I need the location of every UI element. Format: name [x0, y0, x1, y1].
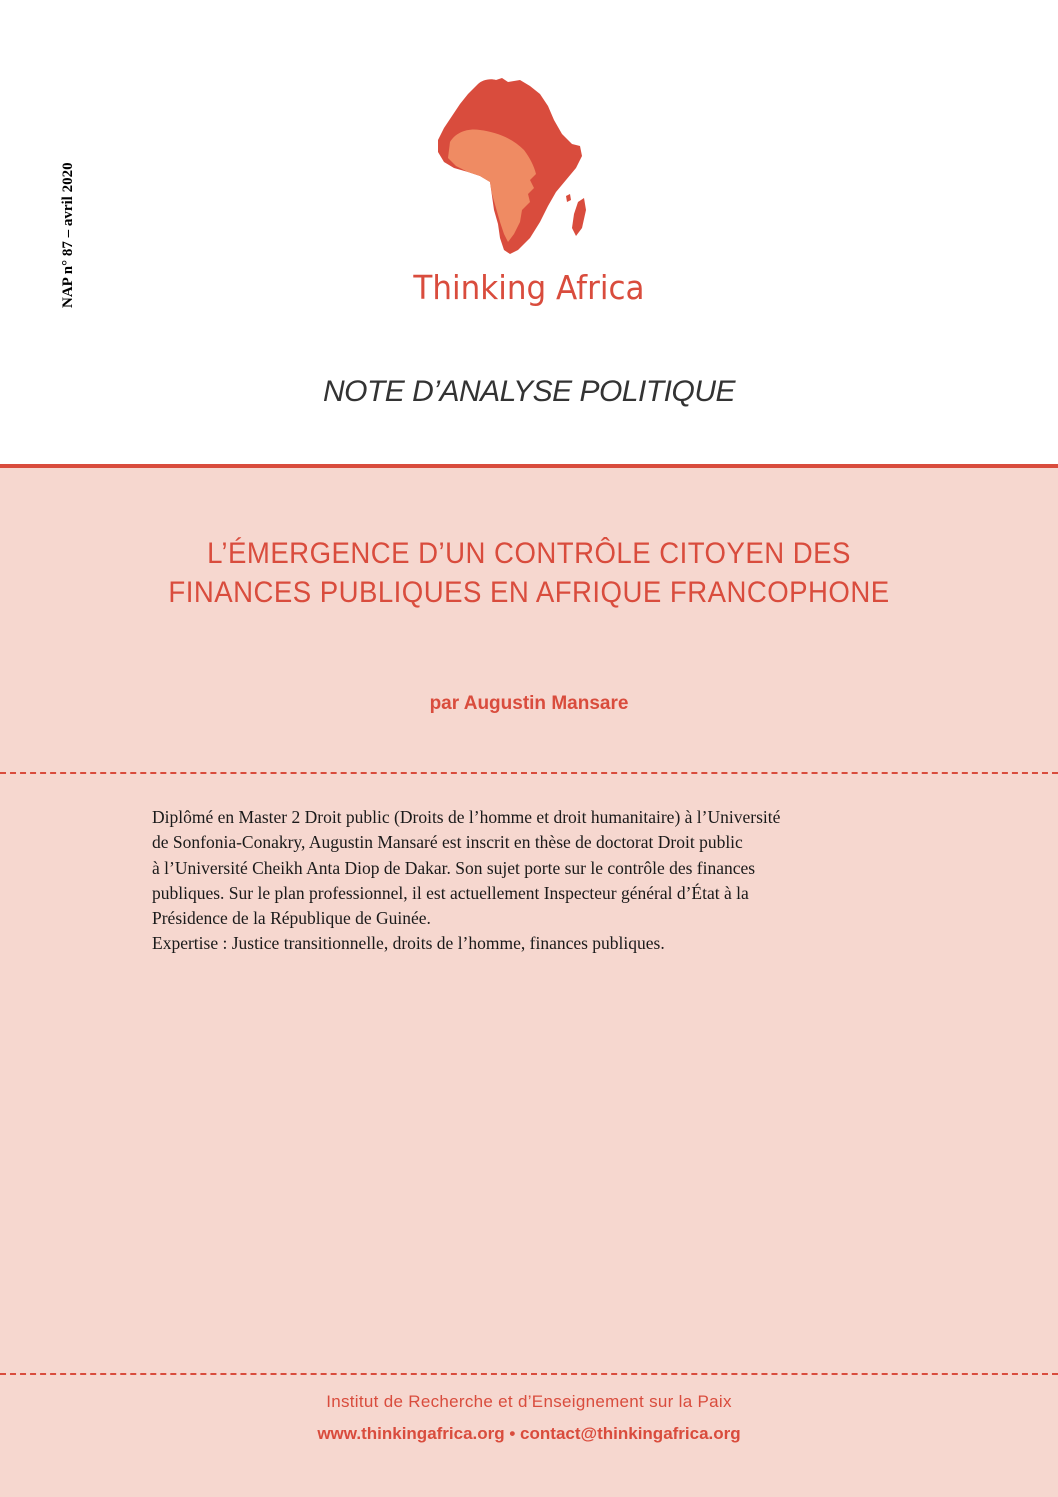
bio-line: publiques. Sur le plan professionnel, il est actuellement Inspecteur général d’État à la: [152, 882, 749, 903]
author-bio: [152, 805, 892, 957]
brand-name: Thinking Africa: [413, 268, 645, 307]
contact-links[interactable]: www.thinkingafrica.org • contact@thinkingafrica.org: [317, 1424, 741, 1443]
document-type: NOTE D’ANALYSE POLITIQUE: [322, 375, 735, 408]
bio-line: Présidence de la République de Guinée.: [152, 908, 431, 929]
bio-line: Expertise : Justice transitionnelle, droits de l’homme, finances publiques.: [152, 933, 665, 954]
content-panel: [0, 468, 1058, 1497]
title-line: FINANCES PUBLIQUES EN AFRIQUE FRANCOPHONE: [168, 576, 890, 609]
title-line: L’ÉMERGENCE D’UN CONTRÔLE CITOYEN DES: [207, 537, 851, 570]
africa-logo-icon: [430, 72, 600, 272]
header-area: [0, 0, 1058, 464]
bio-line: de Sonfonia-Conakry, Augustin Mansaré est inscrit en thèse de doctorat Droit public: [152, 832, 743, 853]
institute-name: Institut de Recherche et d’Enseignement sur la Paix: [326, 1392, 732, 1411]
dashed-divider: [0, 772, 1058, 774]
document-title: [0, 534, 1058, 612]
issue-label: NAP n° 87 – avril 2020: [60, 162, 76, 308]
author-byline: par Augustin Mansare: [429, 693, 629, 714]
bio-line: à l’Université Cheikh Anta Diop de Dakar. Son sujet porte sur le contrôle des finances: [152, 857, 756, 878]
bio-line: Diplômé en Master 2 Droit public (Droits de l’homme et droit humanitaire) à l’Université: [152, 807, 781, 827]
dashed-divider: [0, 1373, 1058, 1375]
